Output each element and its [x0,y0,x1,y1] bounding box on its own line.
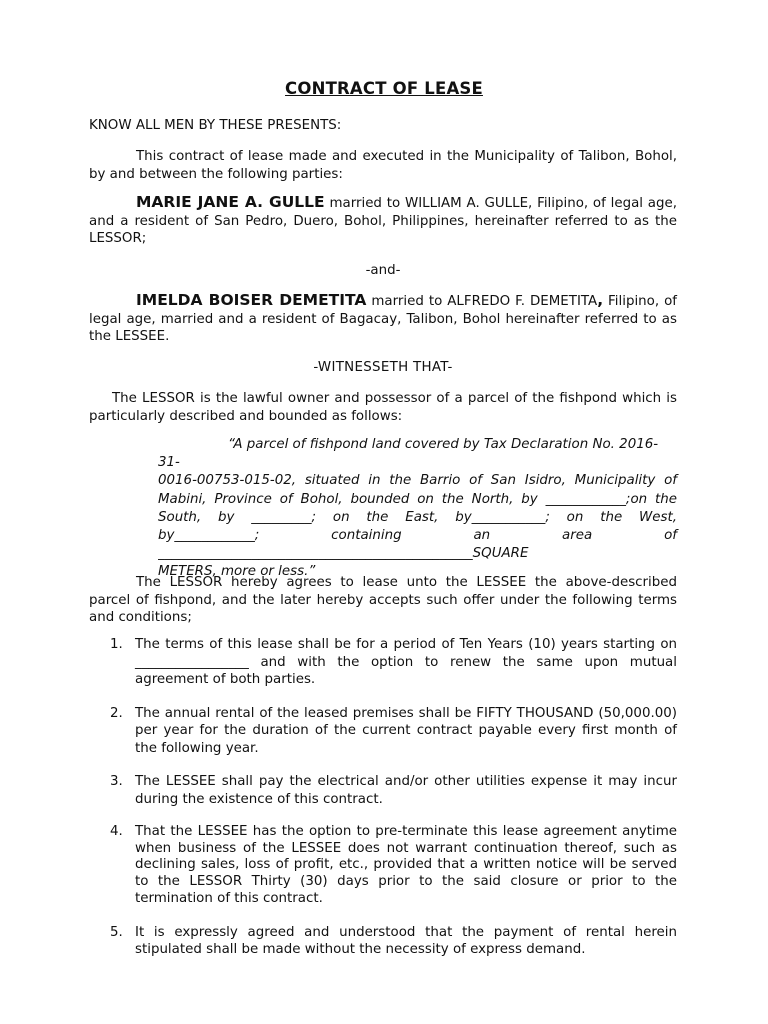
description-body: 0016-00753-015-02, situated in the Barrio of San Isidro, Municipality of Mabini, Province of Bohol, bounded on the North, by ____________;on the South, by _________; on the East, by___________; on the West, [158,473,677,525]
description-word: of [664,528,677,544]
term-text: The LESSEE shall pay the electrical and/or other utilities expense it may incur during the existence of this contract. [135,774,677,807]
list-item [110,924,677,959]
description-line-7: METERS, more or less.” [158,564,316,580]
lessor-paragraph [89,194,677,248]
witnesseth-heading: -WITNESSETH THAT- [313,360,453,375]
list-item [110,824,677,908]
description-word: an [473,528,491,544]
lessee-comma: , [597,291,604,309]
lessee-spouse: married to ALFREDO F. DEMETITA [366,294,598,309]
lessee-details: Filipino, of legal age, married and a resident of Bagacay, Talibon, Bohol hereinafter referred to as the LESSEE. [89,294,677,344]
description-word: area [562,528,593,544]
list-item [110,705,677,758]
term-text: That the LESSEE has the option to pre-terminate this lease agreement anytime when business of the LESSEE does not warrant continuation thereof, such as declining sales, loss of profit, etc., provided that a written notice will be served to the LESSOR Thirty (30) days prior to the said closure or prior to the termination of this contract. [135,824,677,906]
and-separator: -and- [365,263,401,278]
property-description [158,436,677,582]
term-text: The annual rental of the leased premises shall be FIFTY THOUSAND (50,000.00) per year for the duration of the current contract payable every first month of the following year. [135,705,677,756]
description-word: by____________; [158,528,260,544]
description-line-6: _______________________________________________SQUARE [158,546,529,562]
document-title: CONTRACT OF LEASE [285,79,483,98]
lessee-name: IMELDA BOISER DEMETITA [136,291,367,309]
lessor-name: MARIE JANE A. GULLE [136,193,325,211]
lessor-details: married to WILLIAM A. GULLE, Filipino, of legal age, and a resident of San Pedro, Duero, Bohol, Philippines, hereinafter referred to as the LESSOR; [89,196,678,246]
opening-line: KNOW ALL MEN BY THESE PRESENTS: [89,118,342,133]
list-item [110,773,677,808]
agreement-paragraph: The LESSOR hereby agrees to lease unto the LESSEE the above-described parcel of fishpond, and the later hereby accepts such offer under the following terms and conditions; [89,575,677,625]
terms-list [110,636,677,959]
term-number: 3. [110,774,123,789]
description-line-1: “A parcel of fishpond land covered by Tax Declaration No. 2016-31- [158,437,659,471]
term-number: 2. [110,705,123,721]
term-number: 1. [110,637,123,652]
term-number: 4. [110,824,123,839]
ownership-paragraph: The LESSOR is the lawful owner and possessor of a parcel of the fishpond which is particularly described and bounded as follows: [89,391,677,424]
term-text: The terms of this lease shall be for a period of Ten Years (10) years starting on _________________ and with the option to renew the same upon mutual agreement of both parties. [135,637,677,687]
term-number: 5. [110,924,123,940]
intro-paragraph: This contract of lease made and executed in the Municipality of Talibon, Bohol, by and between the following parties: [89,149,677,182]
term-text: It is expressly agreed and understood that the payment of rental herein stipulated shall be made without the necessity of express demand. [135,924,677,958]
description-line-5 [158,527,677,545]
description-word: containing [331,528,402,544]
list-item [110,636,677,689]
lessee-paragraph [89,292,677,346]
